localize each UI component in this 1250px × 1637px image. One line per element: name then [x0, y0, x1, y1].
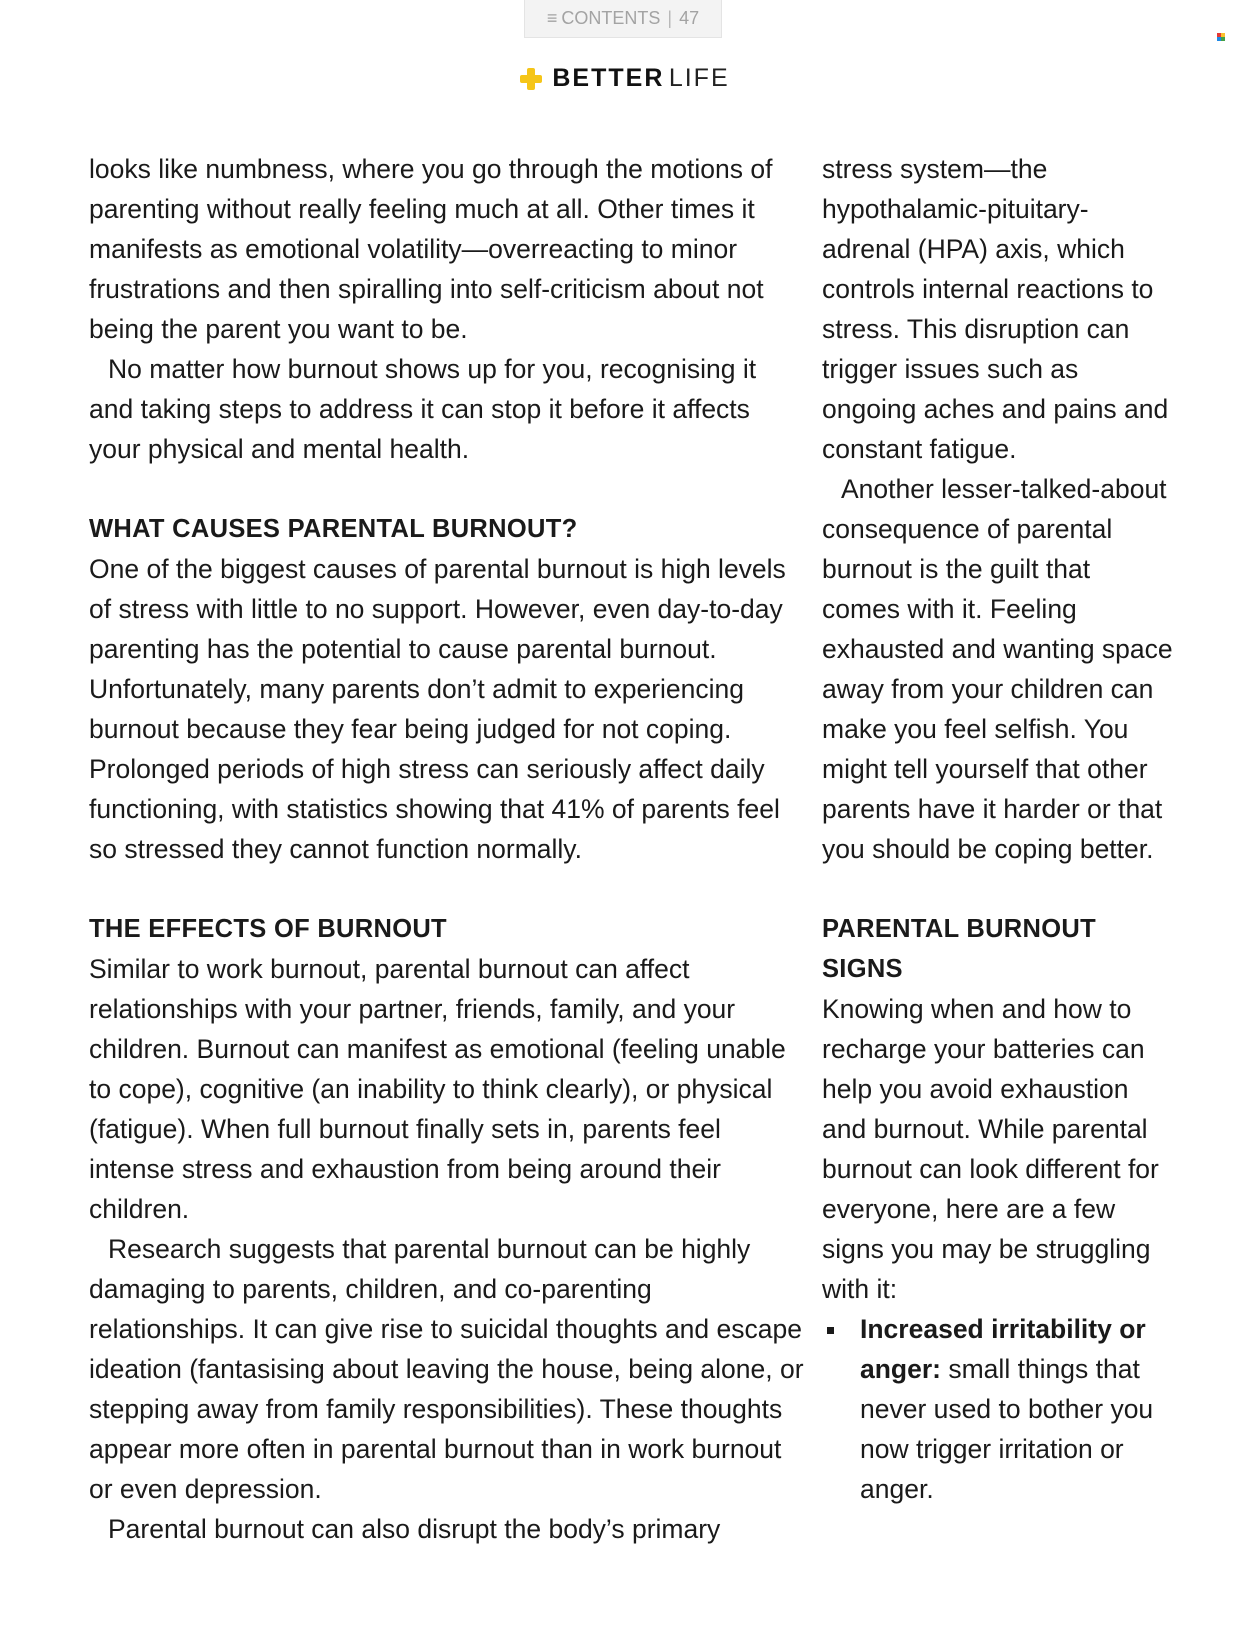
paragraph: No matter how burnout shows up for you, recognising it and taking steps to address it can stop it before it affects your physical and mental health. [89, 354, 757, 464]
section-title-bold: BETTER [552, 64, 665, 92]
corner-mark-icon [1217, 33, 1225, 41]
sign-text: small things that never used to bother you now trigger irritation or anger. [860, 1354, 1154, 1504]
heading-signs: PARENTAL BURNOUT SIGNS [822, 915, 1096, 983]
section-title-light: LIFE [668, 64, 730, 92]
right-column [822, 149, 1174, 1509]
heading-causes: WHAT CAUSES PARENTAL BURNOUT? [89, 515, 578, 543]
signs-list [822, 1309, 1174, 1509]
sign-title: Increased irritability or anger: [860, 1314, 1146, 1384]
paragraph: looks like numbness, where you go through the motions of parenting without really feeling much at all. Other times it manifests as emotional volatility—overreacting to minor frustrations and then spiralling into self-criticism about not being the parent you want to be. [89, 154, 773, 344]
paragraph: Similar to work burnout, parental burnout can affect relationships with your partner, friends, family, and your children. Burnout can manifest as emotional (feeling unable to cope), cognitive (an inability to think clearly), or physical (fatigue). When full burnout finally sets in, parents feel intense stress and exhaustion from being around their children. [89, 954, 786, 1224]
paragraph: Research suggests that parental burnout can be highly damaging to parents, children, and co-parenting relationships. It can give rise to suicidal thoughts and escape ideation (fantasising about leaving the house, being alone, or stepping away from family responsibilities). These thoughts appear more often in parental burnout than in work burnout or even depression. [89, 1234, 804, 1504]
page-number: 47 [679, 8, 700, 28]
section-header [0, 64, 1250, 98]
paragraph: stress system—the hypothalamic-pituitary-adrenal (HPA) axis, which controls internal reactions to stress. This disruption can trigger issues such as ongoing aches and pains and constant fatigue. [822, 154, 1169, 464]
menu-icon: ≡ [546, 8, 558, 28]
paragraph: Another lesser-talked-about consequence of parental burnout is the guilt that comes with it. Feeling exhausted and wanting space away from your children can make you feel selfish. You might tell yourself that other parents have it harder or that you should be coping better. [822, 474, 1173, 864]
paragraph: Parental burnout can also disrupt the body’s primary [108, 1514, 721, 1544]
paragraph: Knowing when and how to recharge your batteries can help you avoid exhaustion and burnout. While parental burnout can look different for everyone, here are a few signs you may be struggling with it: [822, 994, 1159, 1304]
paragraph: One of the biggest causes of parental burnout is high levels of stress with little to no support. However, even day-to-day parenting has the potential to cause parental burnout. Unfortunately, many parents don’t admit to experiencing burnout because they fear being judged for not coping. Prolonged periods of high stress can seriously affect daily functioning, with statistics showing that 41% of parents feel so stressed they cannot function normally. [89, 554, 786, 864]
contents-nav-button[interactable] [524, 0, 722, 38]
list-item [822, 1309, 1174, 1509]
contents-label: CONTENTS [561, 8, 661, 28]
left-column [89, 149, 805, 1549]
heading-effects: THE EFFECTS OF BURNOUT [89, 915, 447, 943]
divider: | [667, 8, 673, 28]
plus-icon [520, 68, 542, 90]
